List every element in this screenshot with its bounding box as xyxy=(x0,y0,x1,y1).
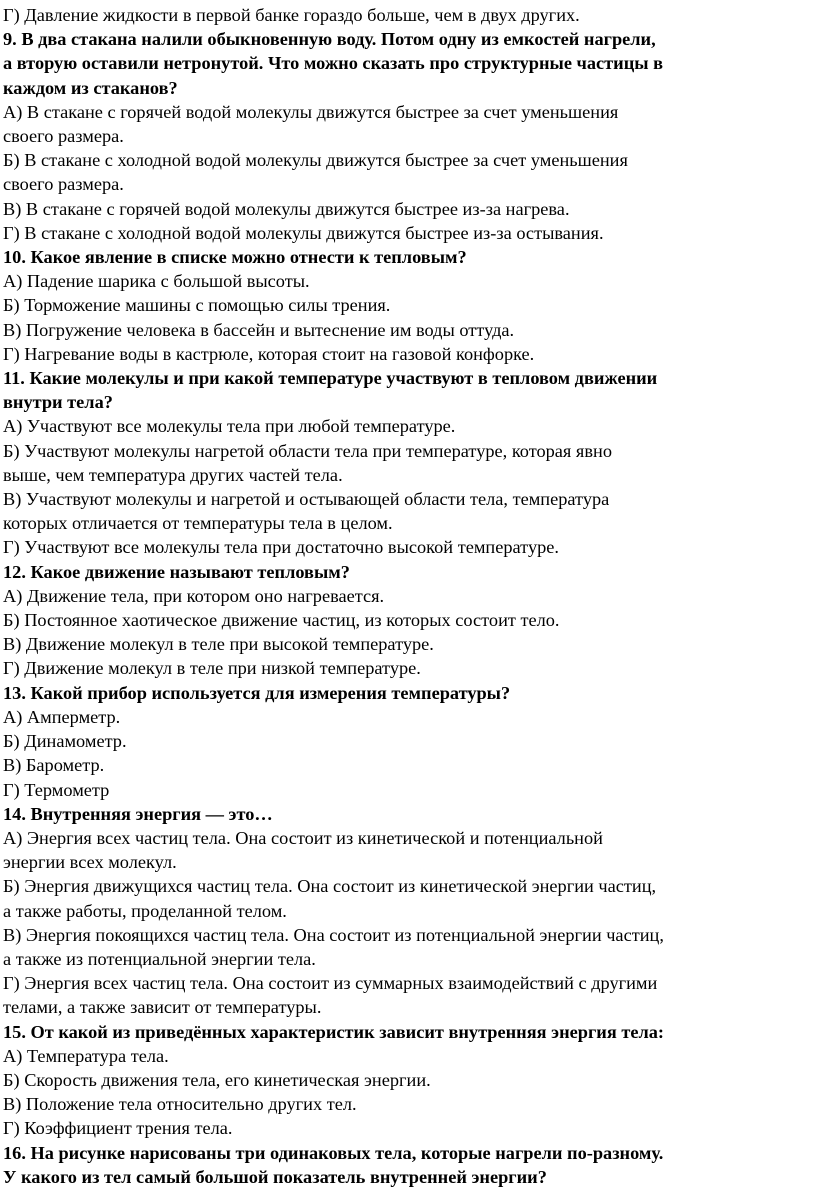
answer-option-line: А) Падение шарика с большой высоты. xyxy=(3,271,310,292)
answer-option-line: В) Энергия покоящихся частиц тела. Она состоит из потенциальной энергии частиц, xyxy=(3,924,664,945)
answer-option-line: Б) Постоянное хаотическое движение частиц, из которых состоит тело. xyxy=(3,610,560,631)
question-text-line: внутри тела? xyxy=(3,392,113,413)
answer-option-line: В) В стакане с горячей водой молекулы движутся быстрее из-за нагрева. xyxy=(3,198,570,219)
answer-option-line: В) Участвуют молекулы и нагретой и остывающей области тела, температура xyxy=(3,489,610,510)
question-text-line: каждом из стаканов? xyxy=(3,77,178,98)
question-text-line: 11. Какие молекулы и при какой температуре участвуют в тепловом движении xyxy=(3,368,658,389)
question-text-line: 15. От какой из приведённых характеристик зависит внутренняя энергия тела: xyxy=(3,1021,664,1042)
answer-option-line: телами, а также зависит от температуры. xyxy=(3,997,322,1018)
answer-option-line: Б) Участвуют молекулы нагретой области тела при температуре, которая явно xyxy=(3,440,612,461)
answer-option-line: а также работы, проделанной телом. xyxy=(3,900,287,921)
answer-option-line: выше, чем температура других частей тела. xyxy=(3,464,343,485)
answer-option-line: Г) Термометр xyxy=(3,779,110,800)
answer-option-line: Б) В стакане с холодной водой молекулы движутся быстрее за счет уменьшения xyxy=(3,150,628,171)
answer-option-line: В) Погружение человека в бассейн и вытеснение им воды оттуда. xyxy=(3,319,515,340)
answer-option-line: своего размера. xyxy=(3,126,124,147)
question-text-line: а вторую оставили нетронутой. Что можно сказать про структурные частицы в xyxy=(3,53,664,74)
answer-option-line: Б) Скорость движения тела, его кинетическая энергии. xyxy=(3,1069,431,1090)
answer-option-line: Б) Торможение машины с помощью силы трения. xyxy=(3,295,391,316)
question-text-line: 14. Внутренняя энергия — это… xyxy=(3,803,273,824)
answer-option-line: В) Движение молекул в теле при высокой температуре. xyxy=(3,634,434,655)
answer-option-line: своего размера. xyxy=(3,174,124,195)
answer-option-line: а также из потенциальной энергии тела. xyxy=(3,948,316,969)
answer-option-line: Б) Энергия движущихся частиц тела. Она состоит из кинетической энергии частиц, xyxy=(3,876,657,897)
answer-option-line: Б) Динамометр. xyxy=(3,731,127,752)
answer-option-line: Г) В стакане с холодной водой молекулы движутся быстрее из-за остывания. xyxy=(3,222,604,243)
answer-option-line: А) Амперметр. xyxy=(3,706,121,727)
answer-option-line: А) В стакане с горячей водой молекулы движутся быстрее за счет уменьшения xyxy=(3,101,619,122)
answer-option-line: Г) Коэффициент трения тела. xyxy=(3,1118,233,1139)
question-text-line: 9. В два стакана налили обыкновенную воду. Потом одну из емкостей нагрели, xyxy=(3,29,656,50)
answer-option-line: А) Участвуют все молекулы тела при любой температуре. xyxy=(3,416,456,437)
answer-option-line: В) Положение тела относительно других тел. xyxy=(3,1094,357,1115)
answer-option-line: энергии всех молекул. xyxy=(3,852,177,873)
answer-option-line: В) Барометр. xyxy=(3,755,105,776)
answer-option-line: А) Температура тела. xyxy=(3,1045,169,1066)
question-text-line: 13. Какой прибор используется для измерения температуры? xyxy=(3,682,511,703)
answer-option-line: Г) Движение молекул в теле при низкой температуре. xyxy=(3,658,421,679)
answer-option-line: А) Движение тела, при котором оно нагревается. xyxy=(3,585,385,606)
question-text-line: 10. Какое явление в списке можно отнести к тепловым? xyxy=(3,247,467,268)
answer-option-line: Г) Участвуют все молекулы тела при достаточно высокой температуре. xyxy=(3,537,559,558)
question-text-line: У какого из тел самый большой показатель внутренней энергии? xyxy=(3,1166,547,1187)
answer-option-line: Г) Давление жидкости в первой банке гораздо больше, чем в двух других. xyxy=(3,5,580,25)
answer-option-line: Г) Нагревание воды в кастрюле, которая стоит на газовой конфорке. xyxy=(3,343,535,364)
answer-option-line: Г) Энергия всех частиц тела. Она состоит из суммарных взаимодействий с другими xyxy=(3,973,658,994)
question-text-line: 12. Какое движение называют тепловым? xyxy=(3,561,350,582)
question-text-line: 16. На рисунке нарисованы три одинаковых тела, которые нагрели по-разному. xyxy=(3,1142,664,1163)
answer-option-line: которых отличается от температуры тела в целом. xyxy=(3,513,393,534)
answer-option-line: А) Энергия всех частиц тела. Она состоит из кинетической и потенциальной xyxy=(3,827,603,848)
